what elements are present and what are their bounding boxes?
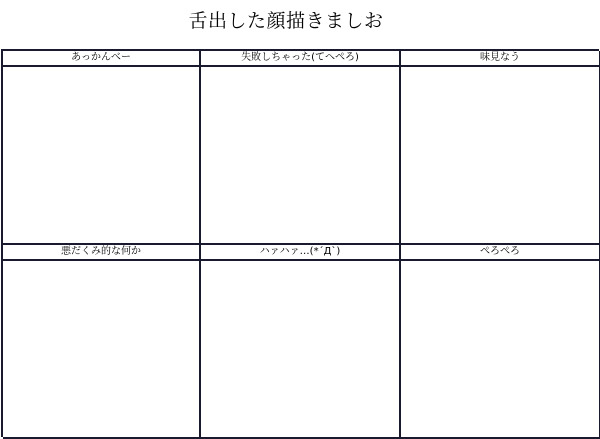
panel-warudakumi: [3, 245, 201, 439]
page-title-text: 舌出した顔描きましお: [188, 10, 384, 32]
panel-akkanbee: [3, 51, 201, 245]
drawing-canvas[interactable]: [201, 67, 399, 243]
panel-ajimi: [401, 51, 600, 245]
panel-label: 味見なう: [401, 51, 599, 67]
panel-label: ぺろぺろ: [401, 245, 599, 261]
drawing-canvas[interactable]: [401, 261, 599, 437]
drawing-canvas[interactable]: [3, 67, 199, 243]
panel-haahaa: [201, 245, 401, 439]
panel-teheperọ: [201, 51, 401, 245]
drawing-canvas[interactable]: [401, 67, 599, 243]
panel-label: ハァハァ…(*´Д`): [201, 245, 399, 261]
page-title: [0, 8, 600, 34]
drawing-canvas[interactable]: [3, 261, 199, 437]
panel-label: 失敗しちゃった(てへぺろ): [201, 51, 399, 67]
panel-peropero: [401, 245, 600, 439]
drawing-grid: [1, 49, 599, 437]
panel-label: 悪だくみ的な何か: [3, 245, 199, 261]
panel-label: あっかんべー: [3, 51, 199, 67]
drawing-canvas[interactable]: [201, 261, 399, 437]
